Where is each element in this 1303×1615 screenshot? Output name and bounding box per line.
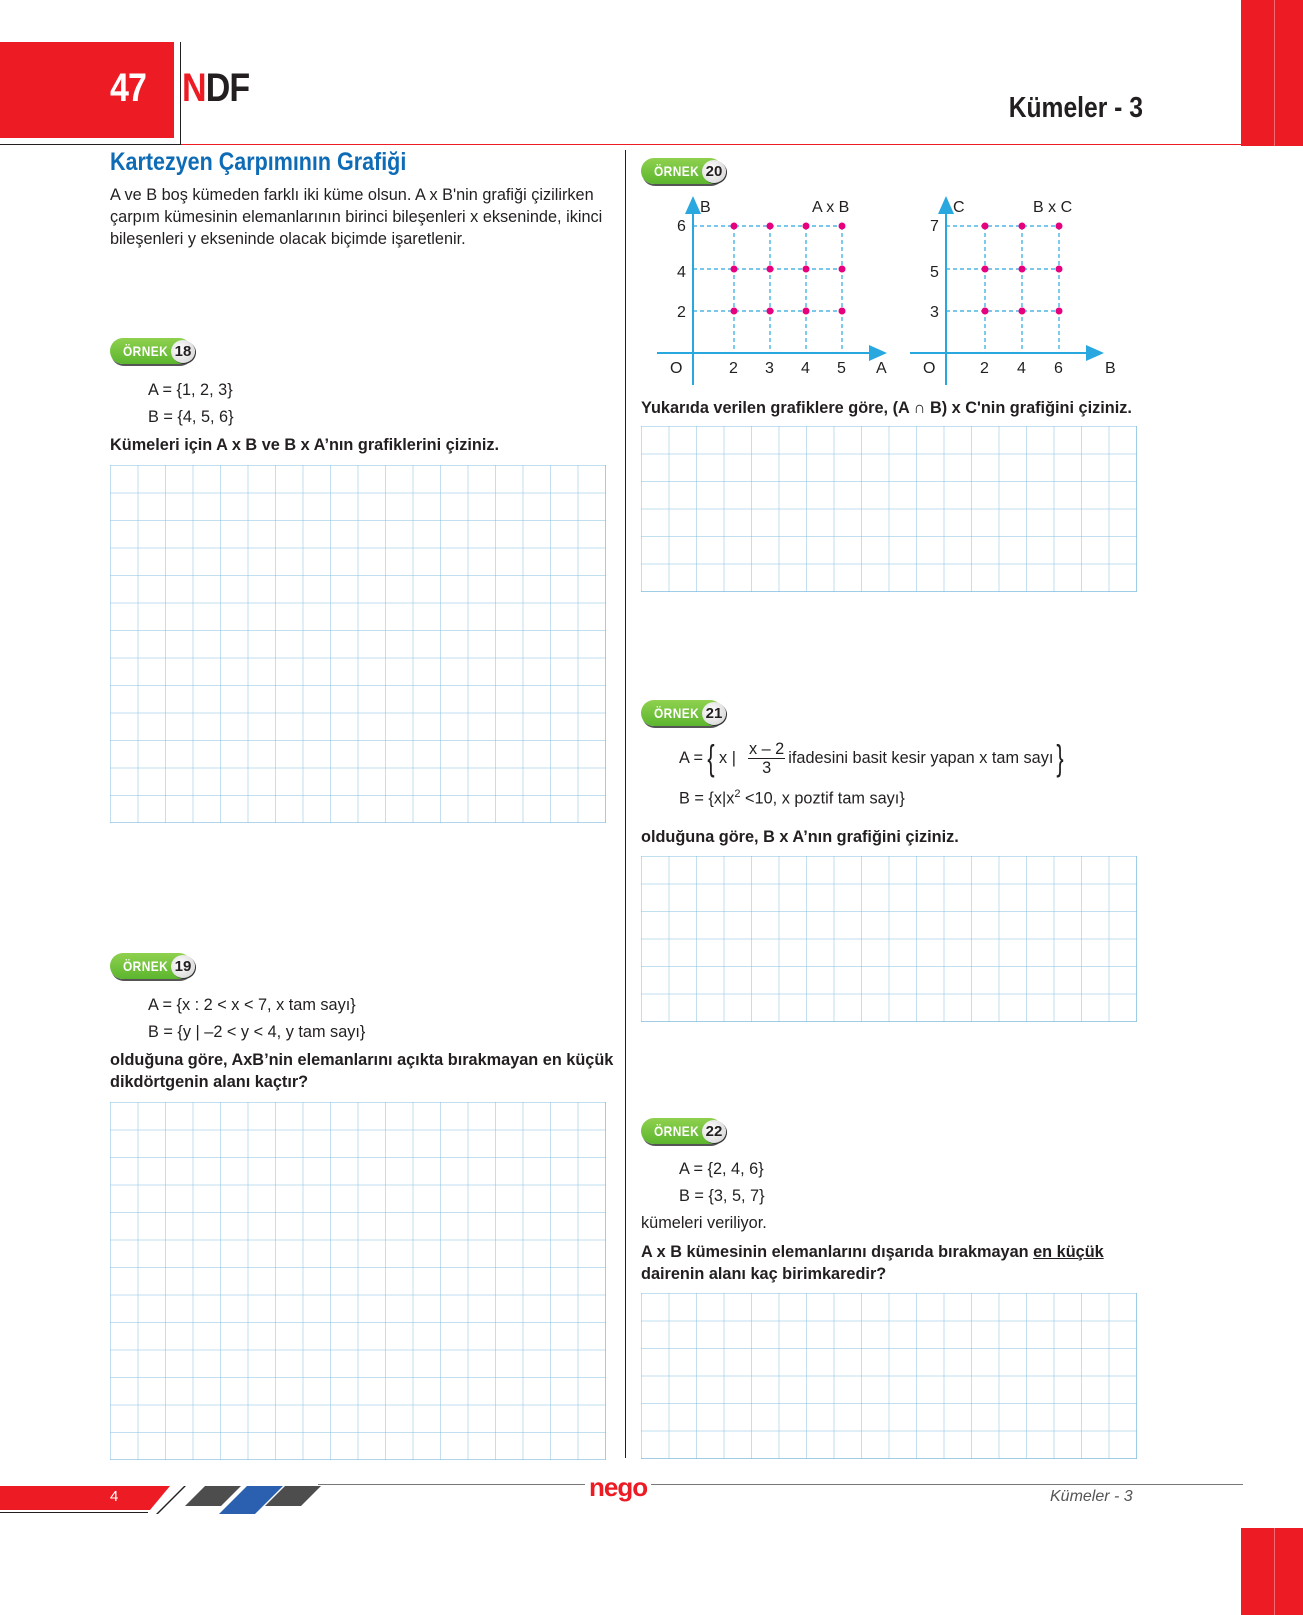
ex22-answer-grid[interactable] [641,1293,1137,1459]
ex18-question: Kümeleri için A x B ve B x A’nın grafiklerini çiziniz. [110,436,500,454]
footer-page-number: 4 [110,1488,119,1505]
ex22-question: A x B kümesinin elemanlarını dışarıda bırakmayan en küçük dairenin alanı kaç birimkaredir? [641,1243,1104,1283]
header-brand: NDF [182,66,250,110]
header-divider [180,42,181,145]
edge-tab-bottom [1241,1528,1303,1615]
svg-text:2: 2 [729,360,738,377]
svg-text:5: 5 [930,264,939,281]
svg-text:4: 4 [677,264,686,281]
example-badge-20: ÖRNEK 20 [641,158,723,186]
edge-tab-top [1241,0,1303,146]
ex21-question: olduğuna göre, B x A’nın grafiğini çiziniz. [641,828,959,846]
ex18-set-a: A = {1, 2, 3} [148,381,233,399]
ex20-answer-grid[interactable] [641,426,1137,592]
fraction: x – 2 3 [748,739,785,777]
svg-text:2: 2 [677,304,686,321]
svg-text:O: O [923,360,936,377]
ex19-question: olduğuna göre, AxB’nin elemanlarını açıkta bırakmayan en küçük dikdörtgenin alanı kaçtır? [110,1051,614,1091]
svg-text:5: 5 [837,360,846,377]
footer-red-bar [0,1486,150,1510]
right-brace: } [1056,737,1065,778]
footer-chapter-title: Kümeler - 3 [1050,1488,1133,1505]
svg-text:6: 6 [677,218,686,235]
header-underline-left [0,144,180,145]
header-page-number: 47 [110,66,147,110]
section-intro: A ve B boş kümeden farklı iki küme olsun. A x B'nin grafiği çizilirken çarpım kümesinin elemanlarının birinci bileşenleri x ekseninde, ikinci bileşenleri y ekseninde olacak biçimde işaretlenir. [110,186,603,248]
publisher-logo: nego [585,1472,651,1503]
graph-a-x-b [657,198,887,385]
ex22-set-a: A = {2, 4, 6} [679,1160,764,1178]
example-badge-21: ÖRNEK 21 [641,700,723,728]
svg-text:4: 4 [1017,360,1026,377]
ex19-set-a: A = {x : 2 < x < 7, x tam sayı} [148,996,356,1014]
ex19-answer-grid[interactable] [110,1102,606,1460]
footer-rule [318,1484,1243,1485]
ex21-set-b: $B = \{x|x^2 <10$, x poztif tam sayı} [679,788,905,808]
svg-text:B: B [1105,360,1116,377]
svg-text:A: A [876,360,887,377]
ex18-answer-grid[interactable] [110,465,606,823]
example-badge-19: ÖRNEK 19 [110,953,192,981]
left-brace: { [707,737,715,778]
column-divider [625,150,626,1458]
ex19-set-b: B = {y | –2 < y < 4, y tam sayı} [148,1023,366,1041]
svg-text:A x B: A x B [812,199,850,216]
section-title: Kartezyen Çarpımının Grafiği [110,148,407,176]
ex20-graphs [640,190,1160,390]
example-badge-22: ÖRNEK 22 [641,1118,723,1146]
ex21-answer-grid[interactable] [641,856,1137,1022]
svg-text:O: O [670,360,683,377]
ex22-set-b: B = {3, 5, 7} [679,1187,765,1205]
ex20-question: Yukarıda verilen grafiklere göre, (A ∩ B) x C'nin grafiğini çiziniz. [641,399,1132,417]
svg-text:3: 3 [930,304,939,321]
svg-text:B x C: B x C [1033,199,1073,216]
graph-b-x-c [910,198,1116,385]
footer-black-line [0,1512,148,1513]
svg-text:B: B [700,199,711,216]
svg-text:4: 4 [801,360,810,377]
ex22-given: kümeleri veriliyor. [641,1214,767,1232]
footer-red-bar-tip [150,1486,170,1510]
svg-text:2: 2 [980,360,989,377]
ex18-set-b: B = {4, 5, 6} [148,408,234,426]
svg-text:7: 7 [930,218,939,235]
svg-text:6: 6 [1054,360,1063,377]
svg-text:3: 3 [765,360,774,377]
header-red-rule [181,144,1303,145]
ex21-set-a: A = { x | x – 2 3 ifadesini basit kesir yapan x tam sayı } [679,737,1065,778]
svg-text:C: C [953,199,965,216]
chapter-title: Kümeler - 3 [1008,92,1143,124]
example-badge-18: ÖRNEK 18 [110,338,192,366]
